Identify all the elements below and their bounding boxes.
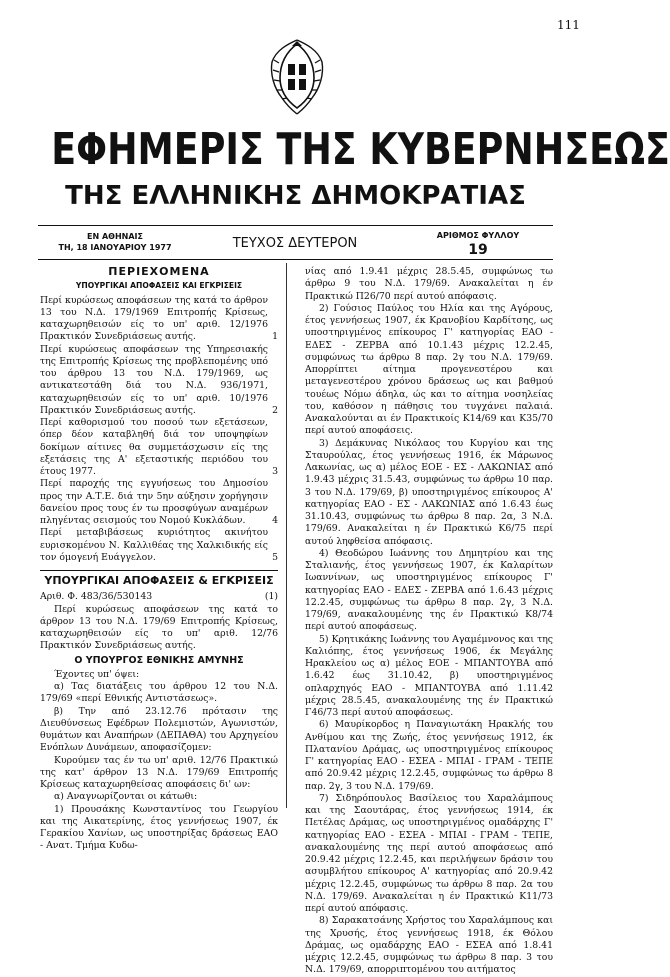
- section-rule: [40, 570, 278, 571]
- toc-page: 1: [272, 331, 278, 343]
- paragraph: 7) Σιδηρόπουλος Βασίλειος του Χαραλάμπους και της Σαουτάρας, έτος γεννήσεως 1914, έκ Πετέλας Δράμας, ως υποστηριγμένος ομαδάρχης Γ' κατηγορίας ΕΑΟ - ΕΣΕΑ - ΜΠΑΙ - ΓΡΑΜ - ΤΕΠΕ, ανακαλουμένης της περί αυτού αποφάσεως από 20.9.42 μέχρις 12.2.45, και περιλήψεων δράσιν του ασυμβλήτου επίκουρος Α' κατηγορίας από 20.9.42 μέχρις 12.2.45, συμφώνως τω άρθρω 8 παρ. 2α του Ν.Δ. 179/69. Ανακαλείται η έν Πρακτικώ Κ11/73 περί αυτού απόφασις.: [305, 792, 553, 914]
- left-column: [40, 266, 278, 853]
- section-title: ΥΠΟΥΡΓΙΚΑΙ ΑΠΟΦΑΣΕΙΣ & ΕΓΚΡΙΣΕΙΣ: [44, 574, 274, 587]
- decision-having: Έχοντες υπ' όψει:: [54, 668, 140, 680]
- greek-coat-of-arms-icon: [268, 38, 326, 116]
- toc-page: 2: [272, 404, 278, 416]
- paragraph: νίας από 1.9.41 μέχρις 28.5.45, συμφώνως τω άρθρω 9 του Ν.Δ. 179/69. Ανακαλείται η έν Πρακτικώ Π26/70 περί αυτού απόφασις.: [305, 266, 553, 302]
- toc-text: Περί παροχής της εγγυήσεως του Δημοσίου προς την Α.Τ.Ε. διά την 5ην αύξησιν χορήγησιν δανείου προς τους έν τω προσφύγων αναμέρων πληγέντας σεισμούς του Νομού Κυκλάδων.: [40, 478, 268, 526]
- decision-clause-e: 1) Προυσάκης Κωνσταντίνος του Γεωργίου και της Αικατερίνης, έτος γεννήσεως 1907, έκ Γερακίου Χανίων, ως υποστηρίξας δράσεως ΕΑΟ - Ανατ. Τμήμα Κυδω-: [40, 803, 278, 852]
- toc-text: Περί κυρώσεως αποφάσεων της κατά το άρθρον 13 του Ν.Δ. 179/1969 Επιτροπής Κρίσεως, καταχωρηθεισών είς το υπ' αριθ. 12/1976 Πρακτικόν Συνεδριάσεως αυτής.: [40, 294, 268, 343]
- contents-heading: ΠΕΡΙΕΧΟΜΕΝΑ: [108, 265, 210, 278]
- decision-clause-d: α) Αναγνωρίζονται οι κάτωθι:: [54, 791, 198, 803]
- toc-item[interactable]: [40, 295, 278, 344]
- issue-series: ΤΕΥΧΟΣ ΔΕΥΤΕΡΟΝ: [232, 236, 358, 251]
- decision-clause-c: Κυρούμεν τας έν τω υπ' αριθ. 12/76 Πρακτικώ της κατ' άρθρον 13 Ν.Δ. 179/69 Επιτροπής Κρίσεως καταχωρηθείσας αποφάσεις δι' ων:: [40, 754, 278, 790]
- decision-ref-num: (1): [264, 591, 278, 603]
- decision-ref-line: [40, 591, 278, 603]
- toc-page: 5: [272, 551, 278, 563]
- masthead-place-date: [50, 232, 180, 254]
- paragraph: 5) Κρητικάκης Ιωάννης του Αγαμέμνονος και της Καλιόπης, έτος γεννήσεως 1906, έκ Μεγάλης Ηρακλείου ως α) μέλος ΕΟΕ - ΜΠΑΝΤΟΥΒΑ από 1.6.42 έως 31.10.42, β) υποστηριγμένος οπλαρχηγός ΕΑΟ - ΜΠΑΝΤΟΥΒΑ από 1.11.42 μέχρις 28.5.45, ανακαλουμένης της έν Πρακτικώ Γ46/73 περί αυτού αποφάσεως.: [305, 633, 553, 718]
- contents-subheading: ΥΠΟΥΡΓΙΚΑΙ ΑΠΟΦΑΣΕΙΣ ΚΑΙ ΕΓΚΡΙΣΕΙΣ: [75, 281, 243, 291]
- masthead-subtitle: ΤΗΣ ΕΛΛΗΝΙΚΗΣ ΔΗΜΟΚΡΑΤΙΑΣ: [65, 181, 526, 211]
- issue-date: ΤΗ, 18 ΙΑΝΟΥΑΡΙΟΥ 1977: [58, 242, 172, 252]
- masthead-title: ΕΦΗΜΕΡΙΣ ΤΗΣ ΚΥΒΕΡΝΗΣΕΩΣ: [51, 124, 670, 175]
- toc-text: Περί κυρώσεως αποφάσεων της Υπηρεσιακής της Επιτροπής Κρίσεως της προβλεπομένης υπό του άρθρου 13 του Ν.Δ. 179/1969, ως αντικατεστάθη διά του Ν.Δ. 936/1971, καταχωρηθεισών είς το υπ' αριθ. 10/1976 Πρακτικόν Συνεδριάσεως αυτής.: [40, 343, 268, 416]
- sheet-label: ΑΡΙΘΜΟΣ ΦΥΛΛΟΥ: [436, 231, 520, 240]
- toc-page: 3: [272, 466, 278, 477]
- masthead-bottom-rule: [38, 259, 553, 260]
- decision-ref: Αριθ. Φ. 483/36/530143: [40, 591, 153, 603]
- toc-text: Περί μεταβιβάσεως κυριότητος ακινήτου ευρισκομένου Ν. Καλλιθέας της Χαλκιδικής είς τον όμογενή Ευάγγελον.: [40, 527, 268, 563]
- place-label: ΕΝ ΑΘΗΝΑΙΣ: [87, 232, 143, 241]
- decision-clause-b: β) Την από 23.12.76 πρότασιν της Διευθύνσεως Εφέδρων Πολεμιστών, Αγωνιστών, θυμάτων και Αναπήρων (ΔΕΠΑΘΑ) του Αρχηγείου Ενόπλων Δυνάμεων, αποφασίζομεν:: [40, 705, 278, 754]
- toc-item[interactable]: [40, 478, 278, 527]
- paragraph: 8) Σαρακατσάνης Χρήστος του Χαραλάμπους και της Χρυσής, έτος γεννήσεως 1918, έκ Θόλου Δράμας, ως ομαδάρχης ΕΑΟ - ΕΣΕΑ από 1.8.41 μέχρις 12.2.45, συμφώνως τω άρθρω 8 παρ. 3 του Ν.Δ. 179/69, απορριπτομένου του αιτήματος: [305, 915, 553, 976]
- toc-item[interactable]: [40, 527, 278, 564]
- paragraph: 3) Δεμάκυνας Νικόλαος του Κυργίου και της Σταυρούλας, έτος γεννήσεως 1916, έκ Μάρωνος Λακωνίας, ως α) μέλος ΕΟΕ - ΕΣ - ΛΑΚΩΝΙΑΣ από 1.9.43 μέχρις 31.5.43, συμφώνως τω άρθρω 10 παρ. 3 του Ν.Δ. 179/69, β) υποστηριγμένος επίκουρος Α' κατηγορίας ΕΑΟ - ΕΣ - ΛΑΚΩΝΙΑΣ από 1.6.43 έως 31.10.43, συμφώνως τω άρθρω 8 παρ. 2α, 3 Ν.Δ. 179/69. Ανακαλείται η έν Πρακτικώ Κ6/75 περί αυτού ληφθείσα απόφασις.: [305, 437, 553, 547]
- decision-authority: Ο ΥΠΟΥΡΓΟΣ ΕΘΝΙΚΗΣ ΑΜΥΝΗΣ: [74, 654, 244, 666]
- right-column: [305, 266, 553, 977]
- paragraph: 4) Θεοδώρου Ιωάννης του Δημητρίου και της Σταλιανής, έτος γεννήσεως 1907, έκ Καλαρίτων Ιωαννίνων, ως υποστηριγμένος επίκουρος Γ' κατηγορίας ΕΑΟ - ΕΔΕΣ - ΖΕΡΒΑ από 1.6.43 μέχρις 12.2.45, συμφώνως τω άρθρω 8 παρ. 2γ, 3 Ν.Δ. 179/69, ανακαλουμένης της έν Πρακτικώ Κ8/74 περί αυτού αποφάσεως.: [305, 547, 553, 633]
- toc-page: 4: [272, 515, 278, 526]
- toc-text: Περί καθορισμού του ποσού των εξετάσεων, όπερ δέον καταβληθή διά τον υποψηφίων δοκίμων αίτινες θα συμμετάσχωσιν είς της εξετάσεις της Α' εξεταστικής περιόδου του έτους 1977.: [40, 417, 268, 477]
- toc-item[interactable]: [40, 344, 278, 418]
- page-number: 111: [557, 18, 580, 32]
- decision-clause-a: α) Τας διατάξεις του άρθρου 12 του Ν.Δ. 179/69 «περί Εθνικής Αντιστάσεως».: [40, 681, 278, 705]
- masthead-top-rule: [38, 225, 553, 226]
- decision-about: Περί κυρώσεως αποφάσεων της κατά το άρθρον 13 του Ν.Δ. 179/69 Επιτροπής Κρίσεως, καταχωρηθεισών είς το υπ' αριθ. 12/76 Πρακτικόν Συνεδριάσεως αυτής.: [40, 603, 278, 652]
- column-divider: [286, 263, 287, 808]
- toc-item[interactable]: [40, 417, 278, 478]
- paragraph: 2) Γούσιος Παύλος του Ηλία και της Αγόρους, έτος γεννήσεως 1907, έκ Κρανοβίου Καρδίτσης, ως υποστηριγμένος επίκουρος Γ' κατηγορίας ΕΑΟ - ΕΔΕΣ - ΖΕΡΒΑ από 10.1.43 μέχρις 12.2.45, συμφώνως τω άρθρω 8 παρ. 2γ του Ν.Δ. 179/69. Απορρίπτει αίτημα προγενεστέρου και μεταγενεστέρου χρόνου δράσεως ως και βαθμού τουέως Νόμω άδηλα, ώς και το αίτημα νοσηλείας του, καθόσον η πάθησις του τυγχάνει παλαιά. Ανακαλούνται αι έν Πρακτικοίς Κ14/69 και Κ35/70 περί αυτού αποφάσεις.: [305, 302, 553, 437]
- paragraph: 6) Μαυρίκορδος η Παναγιωτάκη Ηρακλής του Ανθίμου και της Ζωής, έτος γεννήσεως 1912, έκ Πλατανίου Δράμας, ως υποστηριγμένος επίκουρος Γ' κατηγορίας ΕΑΟ - ΕΣΕΑ - ΜΠΑΙ - ΓΡΑΜ - ΤΕΠΕ από 20.9.42 μέχρις 12.2.45, συμφώνως τω άρθρω 8 παρ. 2γ, 3 του Ν.Δ. 179/69.: [305, 719, 553, 792]
- sheet-number: 19: [468, 242, 488, 259]
- sheet-number-box: [418, 231, 538, 260]
